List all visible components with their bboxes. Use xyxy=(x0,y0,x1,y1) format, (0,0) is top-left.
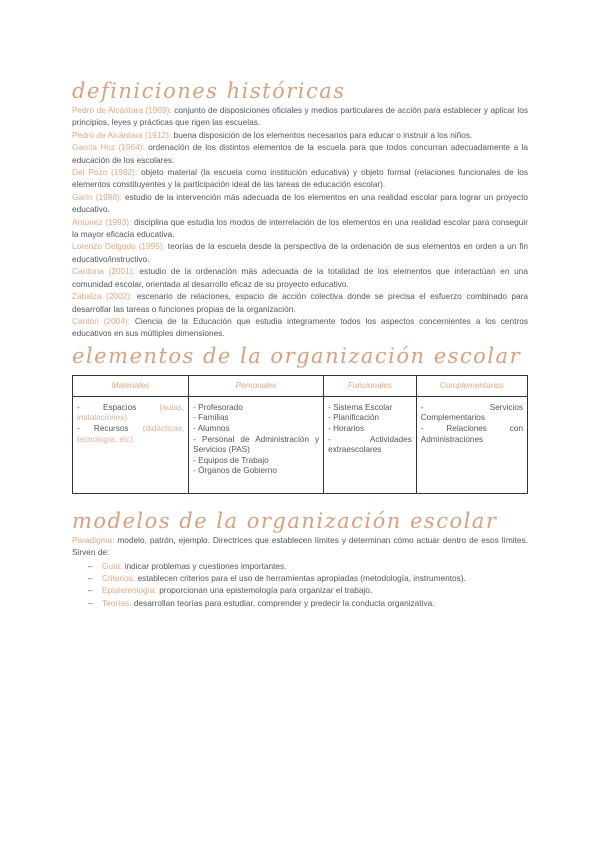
definition-author: Lorenzo Delgado (1995): xyxy=(72,241,165,252)
list-item: - Actividades extraescolares xyxy=(328,434,412,455)
definition-author: Del Pozo (1982): xyxy=(72,167,138,178)
section-title-modelos: modelos de la organización escolar xyxy=(72,508,498,533)
list-item xyxy=(102,584,528,596)
document-page xyxy=(72,78,528,609)
list-item xyxy=(102,560,528,572)
definition-text: objeto material (la escuela como institución educativa) y objeto formal (relaciones funcionales de los elementos constituyentes y la participación ideal de las tareas de educación escolar). xyxy=(72,167,528,190)
list-item xyxy=(77,403,184,424)
definitions-list xyxy=(72,104,528,340)
item-text: - Espacios xyxy=(77,402,137,412)
definition-author: Cantón (2004): xyxy=(72,315,130,326)
use-label: Teorías: xyxy=(102,597,132,608)
list-item: - Familias xyxy=(193,413,229,423)
list-item: - Equipos de Trabajo xyxy=(193,455,269,465)
definition-item xyxy=(72,166,528,191)
list-item: - Personal de Administración y Servicios (PAS) xyxy=(193,434,320,455)
section-title-elementos: elementos de la organización escolar xyxy=(72,343,522,368)
item-note: (didácticas, tecnología, etc) xyxy=(77,423,185,444)
table-header-row xyxy=(73,375,528,396)
models-section xyxy=(72,534,528,609)
use-text: desarrollan teorías para estudiar, comprender y predecir la conducta organizativa. xyxy=(131,597,435,608)
table-cell-funcionales xyxy=(324,396,417,493)
list-item: - Planificación xyxy=(328,413,380,423)
definition-author: Cardona (2001): xyxy=(72,266,135,277)
list-item: - Órganos de Gobierno xyxy=(193,466,277,476)
table-header: Materiales xyxy=(73,375,189,396)
item-note: (aulas, instalaciones) xyxy=(77,402,185,423)
table-header: Complementarios xyxy=(416,375,527,396)
definition-text: buena disposición de los elementos necesarios para educar o instruir a los niños. xyxy=(171,129,473,140)
definition-author: Garín (1988): xyxy=(72,191,123,202)
table-header: Funcionales xyxy=(324,375,417,396)
definition-item xyxy=(72,141,528,166)
definition-item xyxy=(72,191,528,216)
definition-author: Antúnez (1993): xyxy=(72,216,132,227)
list-item: - Servicios Complementarios xyxy=(420,402,523,423)
list-item xyxy=(102,597,528,609)
definition-text: conjunto de disposiciones oficiales y medios particulares de acción para establecer y aplicar los principios, leyes y prácticas que rigen las escuelas. xyxy=(72,105,528,128)
definition-item xyxy=(72,290,528,315)
use-label: Guía: xyxy=(102,560,123,571)
list-item xyxy=(102,572,528,584)
definition-item xyxy=(72,129,528,141)
list-item xyxy=(77,424,184,445)
definition-text: ordenación de los distintos elementos de la escuela para que todos concurran adecuadamente a la educación de los escolares. xyxy=(72,142,528,165)
definition-item xyxy=(72,216,528,241)
list-item: - Profesorado xyxy=(193,402,243,412)
use-text: indicar problemas y cuestiones importantes. xyxy=(122,560,287,571)
elements-table xyxy=(72,375,528,494)
use-label: Epistemología: xyxy=(102,585,157,596)
table-cell-complementarios xyxy=(416,396,527,493)
definition-text: estudio de la intervención más adecuada de los elementos en una realidad escolar para lograr un proyecto educativo. xyxy=(72,191,528,215)
definition-author: Pedro de Alcántara (1912): xyxy=(72,129,172,140)
list-item: - Relaciones con Administraciones xyxy=(420,423,523,444)
table-cell-materiales xyxy=(73,396,189,493)
item-text: - Recursos xyxy=(77,423,129,433)
paradigm-paragraph xyxy=(72,534,528,559)
definition-author: García Hoz (1964): xyxy=(72,142,145,153)
definition-author: Zabalza (2002): xyxy=(72,291,133,302)
definition-author: Pedro de Alcántara (1909): xyxy=(72,105,172,115)
section-title-definiciones: definiciones históricas xyxy=(72,79,346,103)
definition-item xyxy=(72,265,528,290)
definition-item xyxy=(72,240,528,265)
definition-text: teorías de la escuela desde la perspectiva de la ordenación de sus elementos en orden a un fin educativo/instructivo. xyxy=(72,241,528,264)
definition-text: estudio de la ordenación más adecuada de la totalidad de los elementos que interactúan en una comunidad escolar, orientada al desarrollo eficaz de su proyecto educativo. xyxy=(72,266,529,289)
definition-item xyxy=(72,104,528,129)
table-cell-personales xyxy=(189,396,324,493)
definition-text: escenario de relaciones, espacio de acción colectiva donde se precisa el esfuerzo combinado para desarrollar las tareas o funciones propias de la organización. xyxy=(72,291,528,314)
table-header: Personales xyxy=(189,375,324,396)
definition-text: Ciencia de la Educación que estudia integramente todos los aspectos concernientes a los centros educativos en sus múltiples dimensiones. xyxy=(72,315,528,339)
use-text: proporcionan una epistemología para organizar el trabajo. xyxy=(156,585,373,596)
definition-text: disciplina que estudia los modos de interrelación de los elementos en una realidad escolar para conseguir la mayor eficacia educativa. xyxy=(72,216,528,240)
paradigm-label: Paradigma: xyxy=(72,534,115,545)
list-item: - Alumnos xyxy=(193,423,230,433)
table-row xyxy=(73,396,528,493)
paradigm-text: modelo, patrón, ejemplo. Directrices que establecen límites y determinan cómo actuar dentro de esos límites. Sirven de: xyxy=(72,534,528,558)
uses-list xyxy=(72,560,528,610)
list-item: - Sistema Escolar xyxy=(328,402,393,412)
use-text: establecen criterios para el uso de herramientas apropiadas (metodología, instrumentos). xyxy=(135,572,466,583)
list-item: - Horarios xyxy=(328,423,365,433)
definition-item xyxy=(72,315,528,340)
use-label: Criterios: xyxy=(102,572,136,583)
